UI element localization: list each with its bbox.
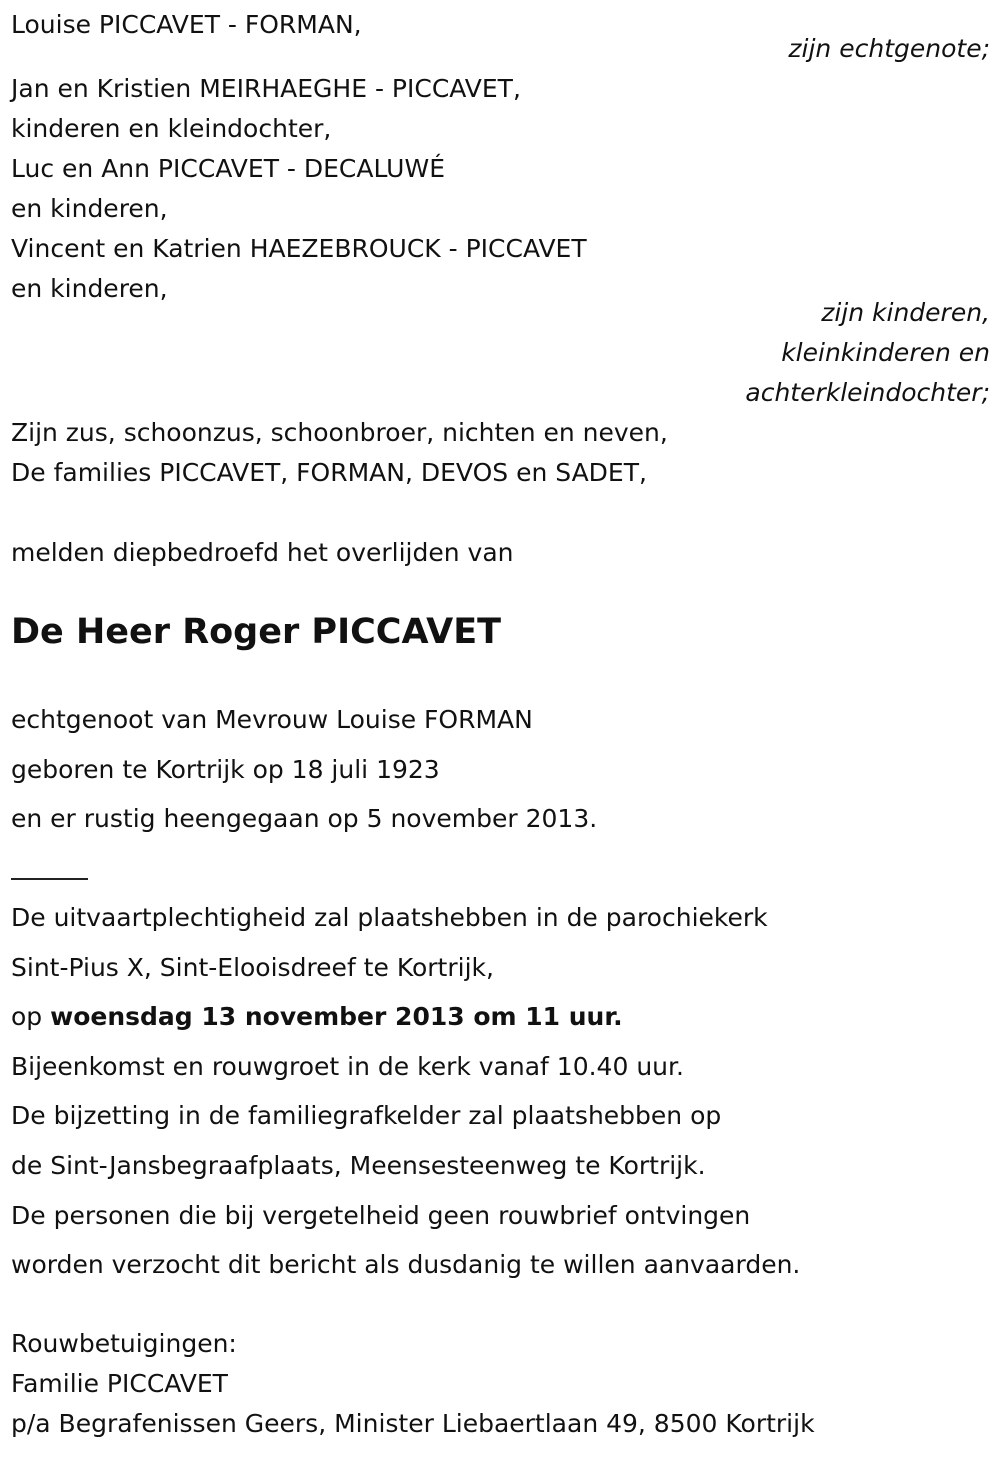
detail-line-1: echtgenoot van Mevrouw Louise FORMAN [11, 705, 533, 734]
funeral-date-prefix: op [11, 1002, 51, 1031]
funeral-date: woensdag 13 november 2013 om 11 uur. [50, 1002, 623, 1031]
funeral-line-6: de Sint-Jansbegraafplaats, Meensesteenweg te Kortrijk. [11, 1151, 706, 1180]
funeral-line-4: Bijeenkomst en rouwgroet in de kerk vanaf 10.40 uur. [11, 1052, 684, 1081]
funeral-line-1: De uitvaartplechtigheid zal plaatshebben in de parochiekerk [11, 903, 768, 932]
children-line-2: kinderen en kleindochter, [11, 114, 332, 143]
funeral-line-7: De personen die bij vergetelheid geen rouwbrief ontvingen [11, 1201, 751, 1230]
announcement-intro: melden diepbedroefd het overlijden van [11, 538, 514, 567]
condolences-address: p/a Begrafenissen Geers, Minister Liebaertlaan 49, 8500 Kortrijk [11, 1409, 815, 1438]
children-line-4: en kinderen, [11, 194, 168, 223]
children-role-1: zijn kinderen, [821, 298, 990, 327]
funeral-line-8: worden verzocht dit bericht als dusdanig te willen aanvaarden. [11, 1250, 801, 1279]
children-line-6: en kinderen, [11, 274, 168, 303]
funeral-line-5: De bijzetting in de familiegrafkelder zal plaatshebben op [11, 1101, 722, 1130]
relatives-line-1: Zijn zus, schoonzus, schoonbroer, nichten en neven, [11, 418, 668, 447]
relatives-line-2: De families PICCAVET, FORMAN, DEVOS en SADET, [11, 458, 647, 487]
children-role-2: kleinkinderen en [781, 338, 990, 367]
detail-line-2: geboren te Kortrijk op 18 juli 1923 [11, 755, 440, 784]
deceased-name: De Heer Roger PICCAVET [11, 612, 502, 652]
funeral-line-2: Sint-Pius X, Sint-Elooisdreef te Kortrijk, [11, 953, 494, 982]
children-role-3: achterkleindochter; [745, 378, 990, 407]
condolences-name: Familie PICCAVET [11, 1369, 228, 1398]
spouse-role: zijn echtgenote; [788, 34, 990, 63]
children-line-3: Luc en Ann PICCAVET - DECALUWÉ [11, 154, 445, 183]
children-line-1: Jan en Kristien MEIRHAEGHE - PICCAVET, [11, 74, 521, 103]
detail-line-3: en er rustig heengegaan op 5 november 2013. [11, 804, 598, 833]
children-line-5: Vincent en Katrien HAEZEBROUCK - PICCAVET [11, 234, 587, 263]
spouse-line: Louise PICCAVET - FORMAN, [11, 10, 362, 39]
separator-rule [11, 878, 88, 880]
funeral-line-3 [11, 1002, 623, 1032]
condolences-label: Rouwbetuigingen: [11, 1329, 237, 1358]
